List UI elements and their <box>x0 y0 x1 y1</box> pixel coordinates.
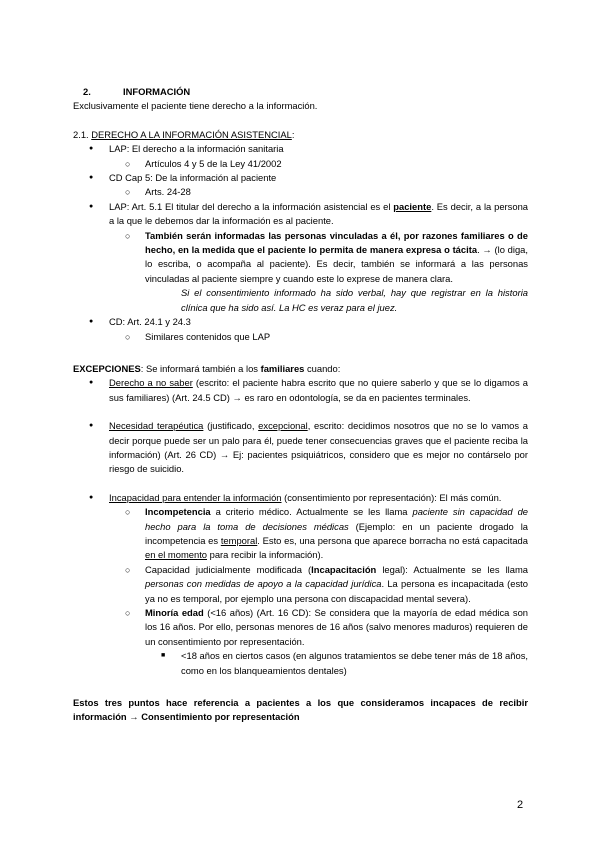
exceptions-heading: EXCEPCIONES: Se informará también a los familiares cuando: <box>73 362 341 374</box>
conclusion-paragraph: Estos tres puntos hace referencia a pacientes a los que consideramos incapaces de recibir información → Consentimiento por representación <box>73 697 528 723</box>
sublist-item-incompetencia: ○ Incompetencia a criterio médico. Actualmente se les llama paciente sin capacidad de hecho para la toma de decisiones médicas (Ejemplo: en un paciente drogado la incompetencia es temporal. Esto es, una persona que aparece borracha no está capacitada en el momento para recibir la información). <box>125 506 528 561</box>
bullet-icon: ● <box>89 174 94 182</box>
circle-bullet-icon: ○ <box>125 158 131 169</box>
list-item-cd-24: ● CD: Art. 24.1 y 24.3 <box>73 315 528 329</box>
section-heading <box>83 85 528 99</box>
circle-bullet-icon: ○ <box>125 608 131 618</box>
subsection-heading: 2.1. DERECHO A LA INFORMACIÓN ASISTENCIAL: <box>73 128 295 140</box>
bullet-icon: ● <box>89 379 94 387</box>
section-title: INFORMACIÓN <box>123 86 191 97</box>
bullet-icon: ● <box>89 318 94 326</box>
list-item-lap-51: ● LAP: Art. 5.1 El titular del derecho a la información asistencial es el paciente. Es decir, a la persona a la que le debemos dar la información es al paciente. <box>89 200 528 227</box>
quote-note: Si el consentimiento informado ha sido verbal, hay que registrar en la historia clínica que ha sido así. La HC es veraz para el juez. <box>181 287 528 313</box>
bullet-icon: ● <box>89 145 94 153</box>
sublist-item-incapacitacion: ○ Capacidad judicialmente modificada (Incapacitación legal): Actualmente se les llama personas con medidas de apoyo a la capacidad jurídica. La persona es incapacitada (esto ya no es temporal, por ejemplo una persona con discapacidad mental severa). <box>125 563 529 604</box>
sublist-item-minoria-edad: ○ Minoría edad (<16 años) (Art. 16 CD): Se considera que la mayoría de edad médica son los 16 años. Por ello, personas menores de 16 años (salvo menores maduros) requieren de un consentimiento por representación. <box>125 607 528 647</box>
exception-item-no-saber: ● Derecho a no saber (escrito: el paciente habra escrito que no quiere saberlo y que se lo digamos a sus familiares) (Art. 24.5 CD) → es raro en odontología, se da en pacientes terminales. <box>89 377 529 403</box>
circle-bullet-icon: ○ <box>125 564 131 575</box>
sublist-item: ○ Artículos 4 y 5 de la Ley 41/2002 <box>73 157 528 171</box>
circle-bullet-icon: ○ <box>125 230 131 241</box>
circle-bullet-icon: ○ <box>125 331 131 342</box>
sublist-item: ○ Arts. 24-28 <box>73 185 528 199</box>
section-intro: Exclusivamente el paciente tiene derecho a la información. <box>73 100 318 112</box>
subsublist-item: ■ <18 años en ciertos casos (en algunos tratamientos se debe tener más de 18 años, como en los blanqueamientos dentales) <box>161 650 528 676</box>
document-body <box>73 85 528 725</box>
list-item-lap: ● LAP: El derecho a la información sanitaria <box>73 142 528 156</box>
exception-item-incapacidad: ● Incapacidad para entender la información (consentimiento por representación): El más común. <box>73 491 528 505</box>
list-item-cd: ● CD Cap 5: De la información al paciente <box>73 171 528 185</box>
sublist-item: ○ También serán informadas las personas vinculadas a él, por razones familiares o de hecho, en la medida que el paciente lo permita de manera expresa o tácita. → (lo diga, lo escriba, o acompaña al paciente). Es decir, también se informará a las personas vinculadas al paciente siempre y cuando este lo exprese de manera clara. <box>125 229 529 284</box>
section-number: 2. <box>83 86 91 97</box>
page-number: 2 <box>517 799 524 811</box>
subsection-title: DERECHO A LA INFORMACIÓN ASISTENCIAL <box>91 128 292 140</box>
bullet-icon: ● <box>89 202 94 210</box>
circle-bullet-icon: ○ <box>125 507 131 518</box>
sublist-item: ○ Similares contenidos que LAP <box>73 330 528 344</box>
square-bullet-icon: ■ <box>161 652 166 660</box>
bullet-icon: ● <box>89 422 94 430</box>
circle-bullet-icon: ○ <box>125 187 131 198</box>
exception-item-necesidad: ● Necesidad terapéutica (justificado, excepcional, escrito: decidimos nosotros que no se lo vamos a decir porque puede ser un palo para él, puede tener consecuencias graves que el paciente reciba la información) (Art. 26 CD) → Ej: pacientes psiquiátricos, considero que es mejor no contárselo por riesgo de suicidio. <box>89 420 528 475</box>
bullet-icon: ● <box>89 493 94 501</box>
